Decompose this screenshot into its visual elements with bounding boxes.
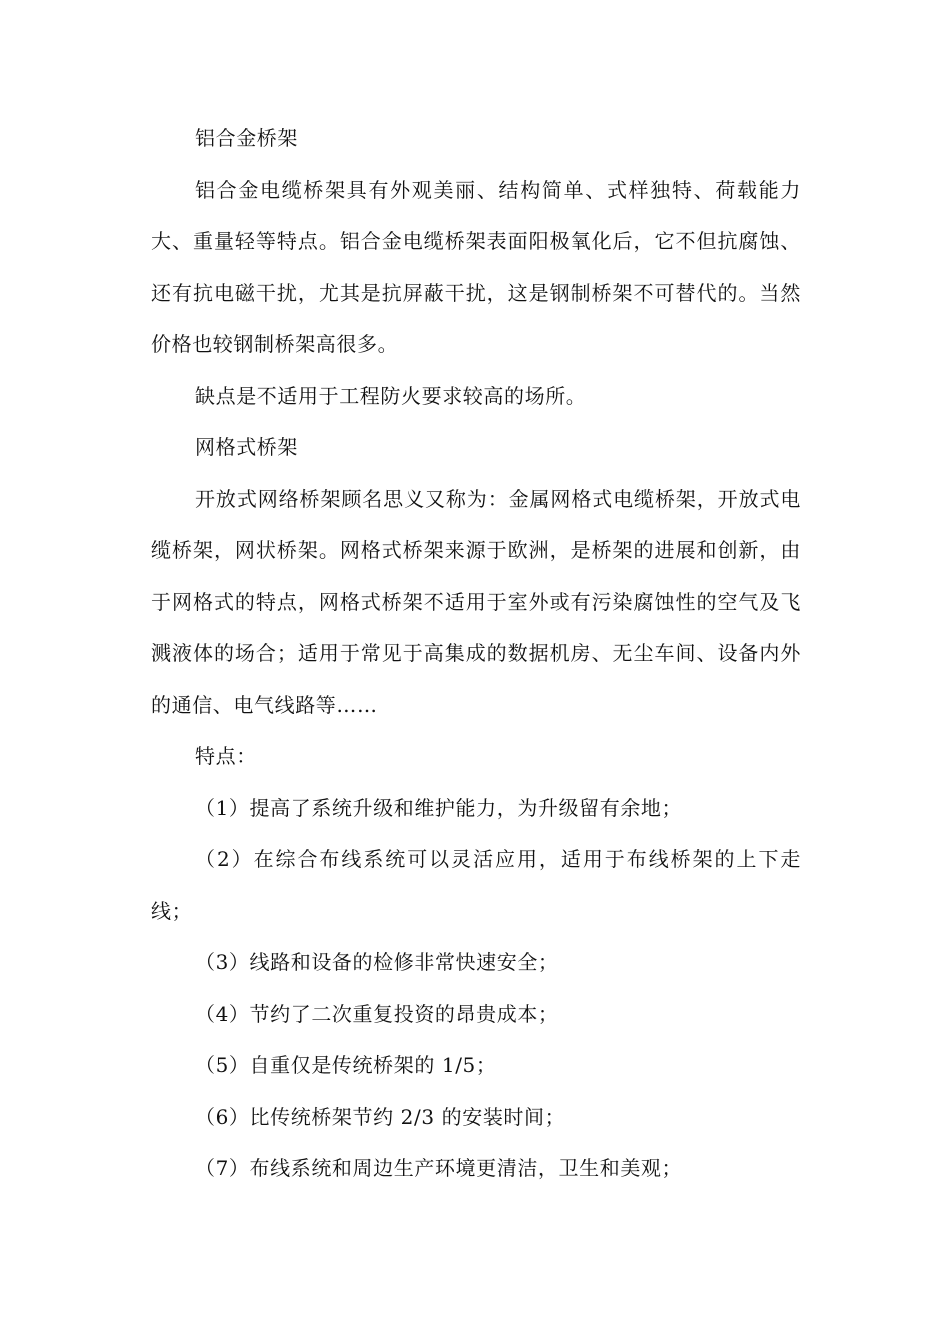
feature-item-6: （6）比传统桥架节约 2/3 的安装时间； <box>195 1104 566 1129</box>
feature-item-2: （2）在综合布线系统可以灵活应用，适用于布线桥架的上下走线； <box>151 847 801 923</box>
feature-item-3: （3）线路和设备的检修非常快速安全； <box>195 950 559 974</box>
paragraph-mesh-description: 开放式网络桥架顾名思义又称为：金属网格式电缆桥架，开放式电缆桥架，网状桥架。网格式桥架来源于欧洲，是桥架的进展和创新，由于网格式的特点，网格式桥架不适用于室外或有污染腐蚀性的空气及飞溅液体的场合；适用于常见于高集成的数据机房、无尘车间、设备内外的通信、电气线路等…… <box>151 486 801 717</box>
section-heading-mesh-tray: 网格式桥架 <box>195 435 298 459</box>
feature-item-7: （7）布线系统和周边生产环境更清洁，卫生和美观； <box>195 1156 683 1180</box>
document-body <box>151 113 801 1195</box>
paragraph-aluminum-description: 铝合金电缆桥架具有外观美丽、结构简单、式样独特、荷载能力大、重量轻等特点。铝合金电缆桥架表面阳极氧化后，它不但抗腐蚀、还有抗电磁干扰，尤其是抗屏蔽干扰，这是钢制桥架不可替代的。当然价格也较钢制桥架高很多。 <box>151 177 801 356</box>
feature-item-1: （1）提高了系统升级和维护能力，为升级留有余地； <box>195 795 683 820</box>
feature-item-4: （4）节约了二次重复投资的昂贵成本； <box>195 1001 559 1026</box>
section-heading-aluminum-tray: 铝合金桥架 <box>195 126 298 150</box>
features-heading: 特点： <box>195 744 257 768</box>
paragraph-aluminum-drawback: 缺点是不适用于工程防火要求较高的场所。 <box>195 383 587 408</box>
feature-item-5: （5）自重仅是传统桥架的 1/5； <box>195 1053 497 1077</box>
